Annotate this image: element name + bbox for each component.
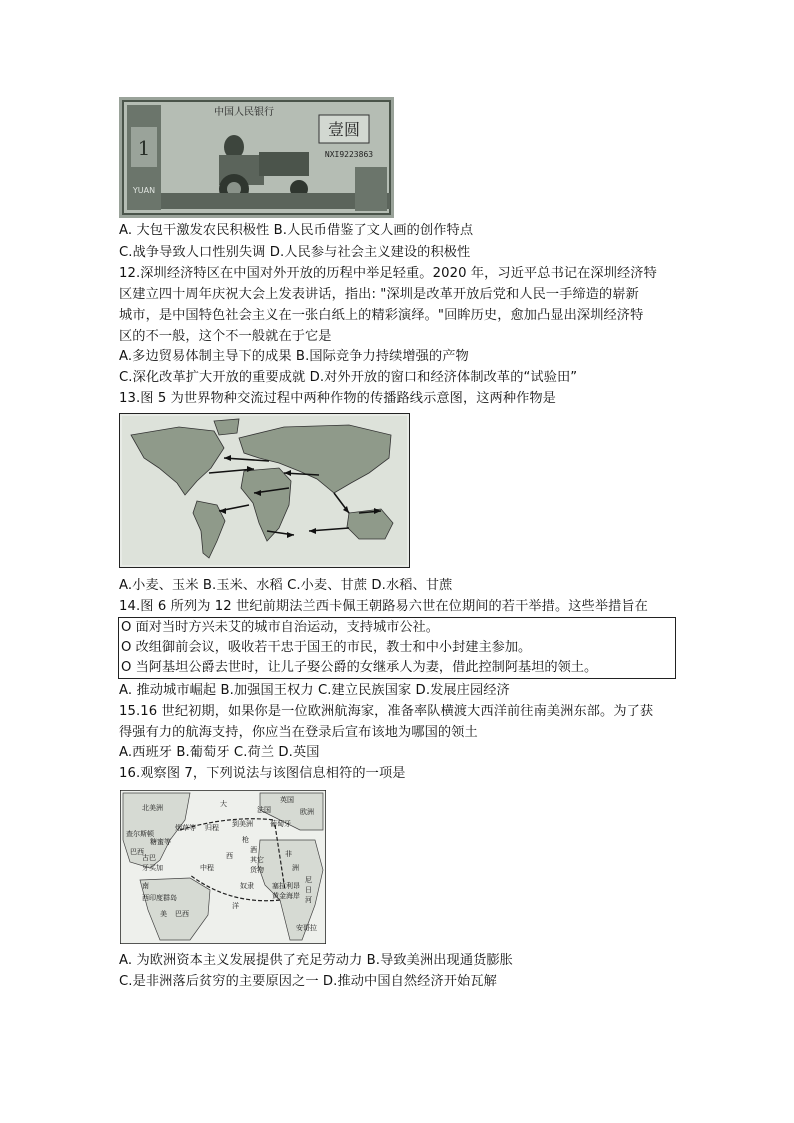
map-label-19: 尼 bbox=[305, 876, 312, 884]
map-label-13: 牙买加 bbox=[142, 864, 163, 872]
map-label-33: 货物 bbox=[250, 866, 264, 874]
q12-stem-line-3: 城市，是中国特色社会主义在一张白纸上的精彩演绎。"回眸历史，愈加凸显出深圳经济特 bbox=[119, 308, 644, 323]
q16-option-line-2: C.是非洲落后贫穷的主要原因之一 D.推动中国自然经济开始瓦解 bbox=[119, 974, 497, 989]
map-label-1: 大 bbox=[220, 800, 227, 808]
map-label-4: 欧洲 bbox=[300, 808, 314, 816]
map-label-22: 南 bbox=[142, 882, 149, 890]
map-label-18: 洲 bbox=[292, 864, 299, 872]
map-label-7: 归程 bbox=[205, 824, 219, 832]
world-crop-map bbox=[119, 413, 410, 568]
q16-stem: 16.观察图 7，下列说法与该图信息相符的一项是 bbox=[119, 766, 406, 781]
map-label-32: 其它 bbox=[250, 856, 264, 864]
map-label-6: 烟草等 bbox=[175, 824, 196, 832]
q11-option-line-1: A. 大包干激发农民积极性 B.人民币借鉴了文人画的创作特点 bbox=[119, 223, 474, 238]
map-label-27: 黄金海岸 bbox=[272, 892, 300, 900]
q12-option-line-1: A.多边贸易体制主导下的成果 B.国际竞争力持续增强的产物 bbox=[119, 349, 469, 364]
map-label-2: 法国 bbox=[257, 806, 271, 814]
map-label-3: 英国 bbox=[280, 796, 294, 804]
q14-box-item-3: O 当阿基坦公爵去世时，让儿子娶公爵的女继承人为妻，借此控制阿基坦的领土。 bbox=[121, 660, 598, 675]
map-label-0: 北美洲 bbox=[142, 804, 163, 812]
q14-stem: 14.图 6 所列为 12 世纪前期法兰西卡佩王朝路易六世在位期间的若干举措。这些举措旨在 bbox=[119, 599, 648, 614]
q12-stem-line-2: 区建立四十周年庆祝大会上发表讲话，指出: "深圳是改革开放后党和人民一手缔造的崭新 bbox=[119, 287, 639, 302]
map-label-11: 巴西 bbox=[130, 848, 144, 856]
banknote-numeral: 1 bbox=[137, 136, 151, 160]
map-label-9: 葡萄牙 bbox=[270, 820, 291, 828]
map-label-21: 河 bbox=[305, 896, 312, 904]
q11-option-line-2: C.战争导致人口性别失调 D.人民参与社会主义建设的积极性 bbox=[119, 245, 471, 260]
map-label-10: 糖蜜等 bbox=[150, 838, 171, 846]
q16-option-line-1: A. 为欧洲资本主义发展提供了充足劳动力 B.导致美洲出现通货膨胀 bbox=[119, 953, 513, 968]
banknote-currency: YUAN bbox=[132, 186, 156, 195]
triangular-trade-map bbox=[120, 790, 326, 944]
map-label-5: 查尔斯顿 bbox=[126, 830, 154, 838]
map-label-29: 安哥拉 bbox=[296, 924, 317, 932]
map-label-20: 日 bbox=[305, 886, 312, 894]
q12-stem-line-1: 12.深圳经济特区在中国对外开放的历程中举足轻重。2020 年，习近平总书记在深圳经济特 bbox=[119, 266, 657, 281]
q13-stem: 13.图 5 为世界物种交流过程中两种作物的传播路线示意图，这两种作物是 bbox=[119, 391, 556, 406]
q14-box-item-1: O 面对当时方兴未艾的城市自治运动，支持城市公社。 bbox=[121, 620, 439, 635]
map-label-17: 非 bbox=[285, 850, 292, 858]
map-label-14: 中程 bbox=[200, 864, 214, 872]
q14-box-item-2: O 改组御前会议，吸收若干忠于国王的市民，教士和中小封建主参加。 bbox=[121, 640, 532, 655]
map-label-31: 酒 bbox=[250, 846, 257, 854]
q14-options: A. 推动城市崛起 B.加强国王权力 C.建立民族国家 D.发展庄园经济 bbox=[119, 683, 510, 698]
q13-options: A.小麦、玉米 B.玉米、水稻 C.小麦、甘蔗 D.水稻、甘蔗 bbox=[119, 578, 453, 593]
q15-stem-line-1: 15.16 世纪初期，如果你是一位欧洲航海家，准备率队横渡大西洋前往南美洲东部。为了获 bbox=[119, 704, 654, 719]
banknote-serial: NXI9223863 bbox=[324, 150, 374, 159]
map-label-24: 美 bbox=[160, 910, 167, 918]
q12-stem-line-4: 区的不一般，这个不一般就在于它是 bbox=[119, 329, 332, 344]
q14-measures-box bbox=[118, 617, 676, 679]
map-label-8: 到美洲 bbox=[232, 820, 253, 828]
map-label-15: 西 bbox=[226, 852, 233, 860]
banknote-denomination: 壹圆 bbox=[327, 120, 361, 139]
map-label-26: 塞拉利昂 bbox=[272, 882, 300, 890]
banknote-figure bbox=[119, 97, 394, 218]
map-label-28: 奴隶 bbox=[240, 882, 254, 890]
map-label-25: 巴西 bbox=[175, 910, 189, 918]
q15-options: A.西班牙 B.葡萄牙 C.荷兰 D.英国 bbox=[119, 745, 320, 760]
q15-stem-line-2: 得强有力的航海支持，你应当在登录后宣布该地为哪国的领土 bbox=[119, 725, 478, 740]
q12-option-line-2: C.深化改革扩大开放的重要成就 D.对外开放的窗口和经济体制改革的“试验田” bbox=[119, 370, 578, 385]
banknote-bank-name: 中国人民银行 bbox=[214, 107, 274, 118]
map-label-12: 古巴 bbox=[142, 854, 156, 862]
map-label-16: 洋 bbox=[232, 902, 239, 910]
map-label-30: 枪 bbox=[242, 836, 249, 844]
map-label-23: 西印度群岛 bbox=[142, 894, 177, 902]
